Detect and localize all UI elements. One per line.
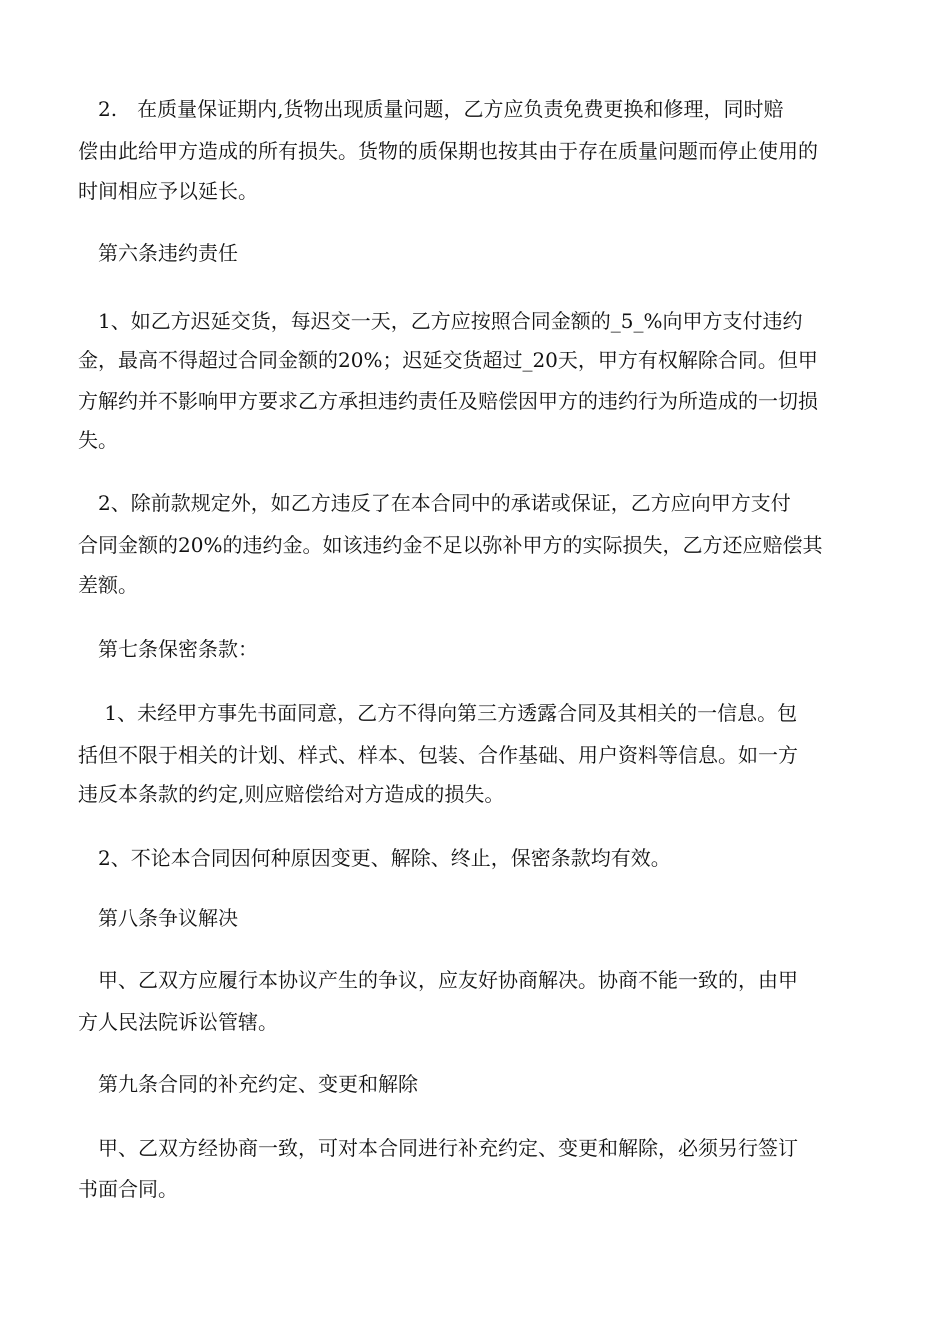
paragraph-line: 金，最高不得超过合同金额的20%；迟延交货超过_20天，甲方有权解除合同。但甲 (78, 348, 818, 372)
paragraph-line: 方解约并不影响甲方要求乙方承担违约责任及赔偿因甲方的违约行为所造成的一切损 (78, 389, 818, 413)
paragraph-line: 差额。 (78, 573, 138, 597)
section-heading: 第七条保密条款： (78, 637, 258, 661)
paragraph-line: 1、未经甲方事先书面同意，乙方不得向第三方透露合同及其相关的一信息。包 (78, 701, 798, 725)
paragraph-line: 2. 在质量保证期内,货物出现质量问题，乙方应负责免费更换和修理，同时赔 (78, 97, 784, 121)
section-heading: 第六条违约责任 (78, 241, 238, 265)
paragraph-line: 时间相应予以延长。 (78, 179, 258, 203)
paragraph-line: 2、不论本合同因何种原因变更、解除、终止，保密条款均有效。 (78, 846, 671, 870)
paragraph-line: 合同金额的20%的违约金。如该违约金不足以弥补甲方的实际损失，乙方还应赔偿其 (78, 533, 823, 557)
paragraph-line: 1、如乙方迟延交货，每迟交一天，乙方应按照合同金额的_5_%向甲方支付违约 (78, 309, 803, 333)
paragraph-line: 失。 (78, 428, 118, 452)
paragraph-line: 2、除前款规定外，如乙方违反了在本合同中的承诺或保证，乙方应向甲方支付 (78, 491, 791, 515)
paragraph-line: 括但不限于相关的计划、样式、样本、包装、合作基础、用户资料等信息。如一方 (78, 743, 798, 767)
paragraph-line: 偿由此给甲方造成的所有损失。货物的质保期也按其由于存在质量问题而停止使用的 (78, 139, 818, 163)
section-heading: 第九条合同的补充约定、变更和解除 (78, 1072, 418, 1096)
paragraph-line: 书面合同。 (78, 1177, 178, 1201)
paragraph-line: 方人民法院诉讼管辖。 (78, 1010, 278, 1034)
section-heading: 第八条争议解决 (78, 906, 238, 930)
paragraph-line: 违反本条款的约定,则应赔偿给对方造成的损失。 (78, 782, 505, 806)
paragraph-line: 甲、乙双方应履行本协议产生的争议，应友好协商解决。协商不能一致的，由甲 (78, 968, 798, 992)
paragraph-line: 甲、乙双方经协商一致，可对本合同进行补充约定、变更和解除，必须另行签订 (78, 1136, 798, 1160)
